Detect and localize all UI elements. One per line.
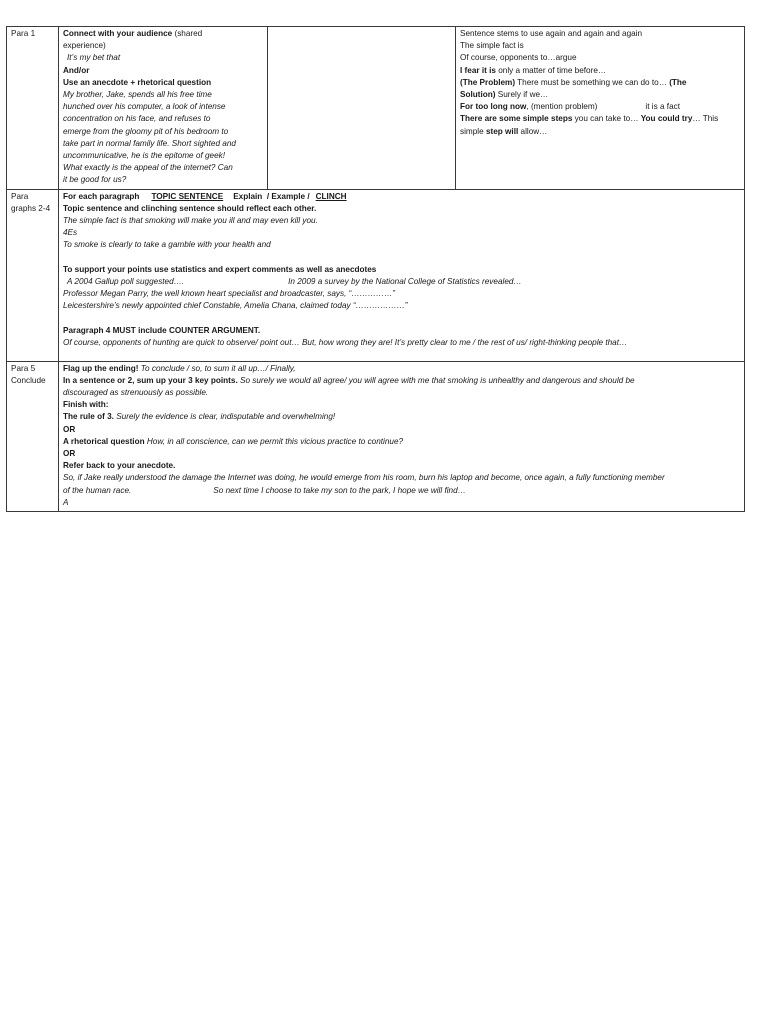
counter-argument-heading: Paragraph 4 MUST include COUNTER ARGUMENT. xyxy=(63,325,261,335)
stem-text: simple xyxy=(460,126,486,136)
trailing-text: A xyxy=(63,497,69,507)
row-label-para1 xyxy=(7,27,59,190)
example-survey: In 2009 a survey by the National College of Statistics revealed… xyxy=(288,277,522,287)
example-gallup: A 2004 Gallup poll suggested…. xyxy=(67,277,185,287)
stem-text: , (mention problem) xyxy=(526,102,598,112)
counter-argument-example: Of course, opponents of hunting are quick to observe/ point out… But, how wrong they are! It’s pretty clear to me / the rest of us/ right-thinking people that… xyxy=(63,338,628,348)
finish-with: Finish with: xyxy=(63,400,109,410)
anecdote-line: emerge from the gloomy pit of his bedroom to xyxy=(63,126,229,136)
stems-heading: Sentence stems to use again and again and again xyxy=(460,29,643,38)
and-or: And/or xyxy=(63,65,90,75)
stem-bold: (The Problem) xyxy=(460,77,516,87)
stem-text: it is a fact xyxy=(645,102,680,112)
topic-clinch-rule: Topic sentence and clinching sentence should reflect each other. xyxy=(63,203,317,213)
flag-ending-heading: Flag up the ending! xyxy=(63,363,139,373)
topic-sentence-label: TOPIC SENTENCE xyxy=(151,191,224,201)
writing-frame-table xyxy=(6,26,745,512)
stem-line: Of course, opponents to…argue xyxy=(460,53,577,63)
rhetorical-question-example: How, in all conscience, can we permit this vicious practice to continue? xyxy=(144,436,404,446)
or-text: OR xyxy=(63,449,76,459)
rule-of-three-example: Surely the evidence is clear, indisputable and overwhelming! xyxy=(113,412,336,422)
anecdote-line: concentration on his face, and refuses to xyxy=(63,114,211,124)
rule-of-three: The rule of 3. xyxy=(63,412,114,422)
stem-bold: There are some simple steps xyxy=(460,114,573,124)
table-row-para5 xyxy=(7,361,745,511)
stem-text: you can take to… xyxy=(572,114,641,124)
para2-guidance-cell xyxy=(59,189,745,361)
example-sentence: The simple fact is that smoking will make you ill and may even kill you. xyxy=(63,216,318,226)
label-text: Para 5 Conclude xyxy=(11,363,46,385)
table-row-para1 xyxy=(7,27,745,190)
sum-up-example: So surely we would all agree/ you will agree with me that smoking is unhealthy and dangerous and should be xyxy=(237,375,635,385)
refer-back-example-cont: of the human race. xyxy=(63,485,132,495)
connect-heading: Connect with your audience xyxy=(63,29,173,38)
stem-bold: (The xyxy=(669,77,687,87)
table-row-para2 xyxy=(7,189,745,361)
explain-example-label: Explain / Example / xyxy=(233,191,310,201)
stem-bold: You could try xyxy=(640,114,693,124)
flag-ending-example: To conclude / so, to sum it all up…/ Finally, xyxy=(138,363,296,373)
rhetorical-question-heading: A rhetorical question xyxy=(63,436,145,446)
clinch-label: CLINCH xyxy=(315,191,347,201)
stem-bold: For too long now xyxy=(460,102,527,112)
stem-bold: I fear it is xyxy=(460,65,496,75)
sentence-stems-cell xyxy=(456,27,745,190)
refer-back-example: So, if Jake really understood the damage the Internet was doing, he would emerge from his room, burn his laptop and become, once again, a fully functioning member xyxy=(63,473,665,483)
or-text: OR xyxy=(63,424,76,434)
example-quote: Leicestershire’s newly appointed chief Constable, Amelia Chana, claimed today “………………” xyxy=(63,301,408,311)
stem-text: allow… xyxy=(518,126,548,136)
for-each-paragraph: For each paragraph xyxy=(63,191,140,201)
label-text: Para 1 xyxy=(11,29,36,38)
anecdote-line: it be good for us? xyxy=(63,175,127,185)
row-label-para5 xyxy=(7,361,59,511)
example-bet: It’s my bet that xyxy=(67,53,121,63)
para1-empty-cell xyxy=(268,27,456,190)
stem-bold: step will xyxy=(485,126,519,136)
example-sentence: To smoke is clearly to take a gamble with your health and xyxy=(63,240,271,250)
para5-guidance-cell xyxy=(59,361,745,511)
four-es: 4Es xyxy=(63,228,78,238)
stem-text: Surely if we… xyxy=(495,90,549,100)
anecdote-line: uncommunicative, he is the epitome of geek! xyxy=(63,151,226,161)
stem-bold: Solution) xyxy=(460,90,496,100)
next-time-example: So next time I choose to take my son to the park, I hope we will find… xyxy=(213,485,466,495)
anecdote-line: hunched over his computer, a look of intense xyxy=(63,102,226,112)
support-heading: To support your points use statistics and expert comments as well as anecdotes xyxy=(63,264,377,274)
sum-up-heading: In a sentence or 2, sum up your 3 key points. xyxy=(63,375,238,385)
stem-text: only a matter of time before… xyxy=(495,65,607,75)
anecdote-line: My brother, Jake, spends all his free time xyxy=(63,90,212,100)
anecdote-line: What exactly is the appeal of the internet? Can xyxy=(63,163,233,173)
stem-line: The simple fact is xyxy=(460,41,524,51)
stem-text: … This xyxy=(692,114,719,124)
connect-note: (shared xyxy=(172,29,203,38)
para1-guidance-cell xyxy=(59,27,268,190)
anecdote-line: take part in normal family life. Short sighted and xyxy=(63,138,236,148)
anecdote-heading: Use an anecdote + rhetorical question xyxy=(63,77,212,87)
refer-back-heading: Refer back to your anecdote. xyxy=(63,461,176,471)
label-text: Para graphs 2-4 xyxy=(11,191,51,213)
example-quote: Professor Megan Parry, the well known heart specialist and broadcaster, says, “……………” xyxy=(63,289,396,299)
sum-up-example-cont: discouraged as strenuously as possible. xyxy=(63,388,209,398)
stem-text: There must be something we can do to… xyxy=(515,77,670,87)
connect-note-cont: experience) xyxy=(63,41,106,51)
row-label-para2 xyxy=(7,189,59,361)
